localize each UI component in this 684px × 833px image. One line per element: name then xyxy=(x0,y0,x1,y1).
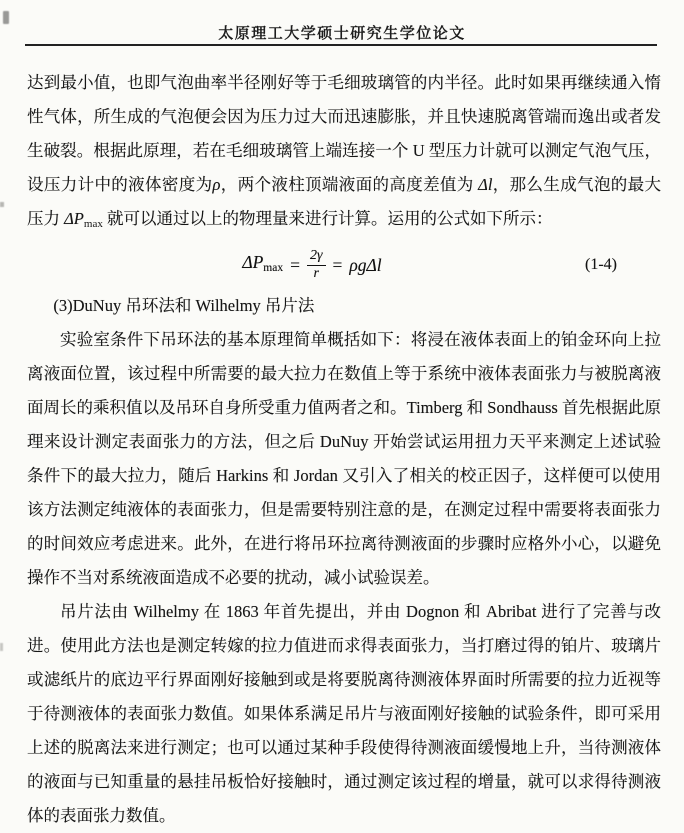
equation-row-1-4 xyxy=(27,241,661,289)
scan-artifact-left-edge-1 xyxy=(0,202,4,207)
equation-number: (1-4) xyxy=(585,256,617,273)
paragraph-plate-method-principle: 吊片法由 Wilhelmy 在 1863 年首先提出，并由 Dognon 和 Abribat 进行了完善与改进。使用此方法也是测定转嫁的拉力值进而求得表面张力，当打磨过得的铂片、玻璃片或滤纸片的底边平行界面刚好接触到或是将要脱离待测液体界面时所需要的拉力近视等于待测液体的表面张力数值。如果体系满足吊片与液面刚好接触的试验条件，即可采用上述的脱离法来进行测定；也可以通过某种手段使得待测液面缓慢地上升，当待测液体的液面与已知重量的悬挂吊板恰好接触时，通过测定该过程的增量，就可以求得待测液体的表面张力数值。 xyxy=(27,602,661,825)
formula-delta-p: ΔP xyxy=(242,252,264,272)
paragraph-ring-method-principle: 实验室条件下吊环法的基本原理简单概括如下：将浸在液体表面上的铂金环向上拉离液面位置，该过程中所需要的最大拉力在数值上等于系统中液体表面张力与被脱离液面周长的乘积值以及吊环自身所受重力值两者之和。Timberg 和 Sondhauss 首先根据此原理来设计测定表面张力的方法，但之后 DuNuy 开始尝试运用扭力天平来测定上述试验条件下的最大拉力，随后 Harkins 和 Jordan 又引入了相关的校正因子，这样便可以使用该方法测定纯液体的表面张力，但是需要特别注意的是，在测定过程中需要将表面张力的时间效应考虑进来。此外，在进行将吊环拉离待测液面的步骤时应格外小心，以避免操作不当对系统液面造成不必要的扰动，减小试验误差。 xyxy=(27,330,661,587)
formula-max-bubble-pressure xyxy=(242,245,381,285)
formula-rhs: ρgΔl xyxy=(349,255,382,275)
formula-lhs xyxy=(242,245,283,285)
formula-fraction-denominator: r xyxy=(313,265,319,281)
formula-fraction xyxy=(307,249,326,282)
formula-equals-sign: = xyxy=(290,255,300,275)
formula-subscript-max: max xyxy=(263,262,284,274)
scan-artifact-left-edge-2 xyxy=(0,643,3,651)
formula-equals-sign-2: = xyxy=(332,255,343,275)
heading-section-3-ring-and-plate-methods: (3)DuNuy 吊环法和 Wilhelmy 吊片法 xyxy=(53,296,315,315)
paragraph-max-bubble-pressure: 达到最小值，也即气泡曲率半径刚好等于毛细玻璃管的内半径。此时如果再继续通入惰性气体，所生成的气泡便会因为压力过大而迅速膨胀，并且快速脱离管端而逸出或者发生破裂。根据此原理，若在毛细玻璃管上端连接一个 U 型压力计就可以测定气泡气压，设压力计中的液体密度为ρ，两个液柱顶端液面的高度差值为 Δl，那么生成气泡的最大压力 $\Delta P_{max}$ 就可以通过以上的物理量来进行计算。运用的公式如下所示： xyxy=(27,73,662,230)
page-body xyxy=(27,66,661,833)
header-divider-rule xyxy=(25,44,657,46)
formula-fraction-numerator: 2γ xyxy=(307,249,326,266)
page-header-title: 太原理工大学硕士研究生学位论文 xyxy=(218,26,466,42)
